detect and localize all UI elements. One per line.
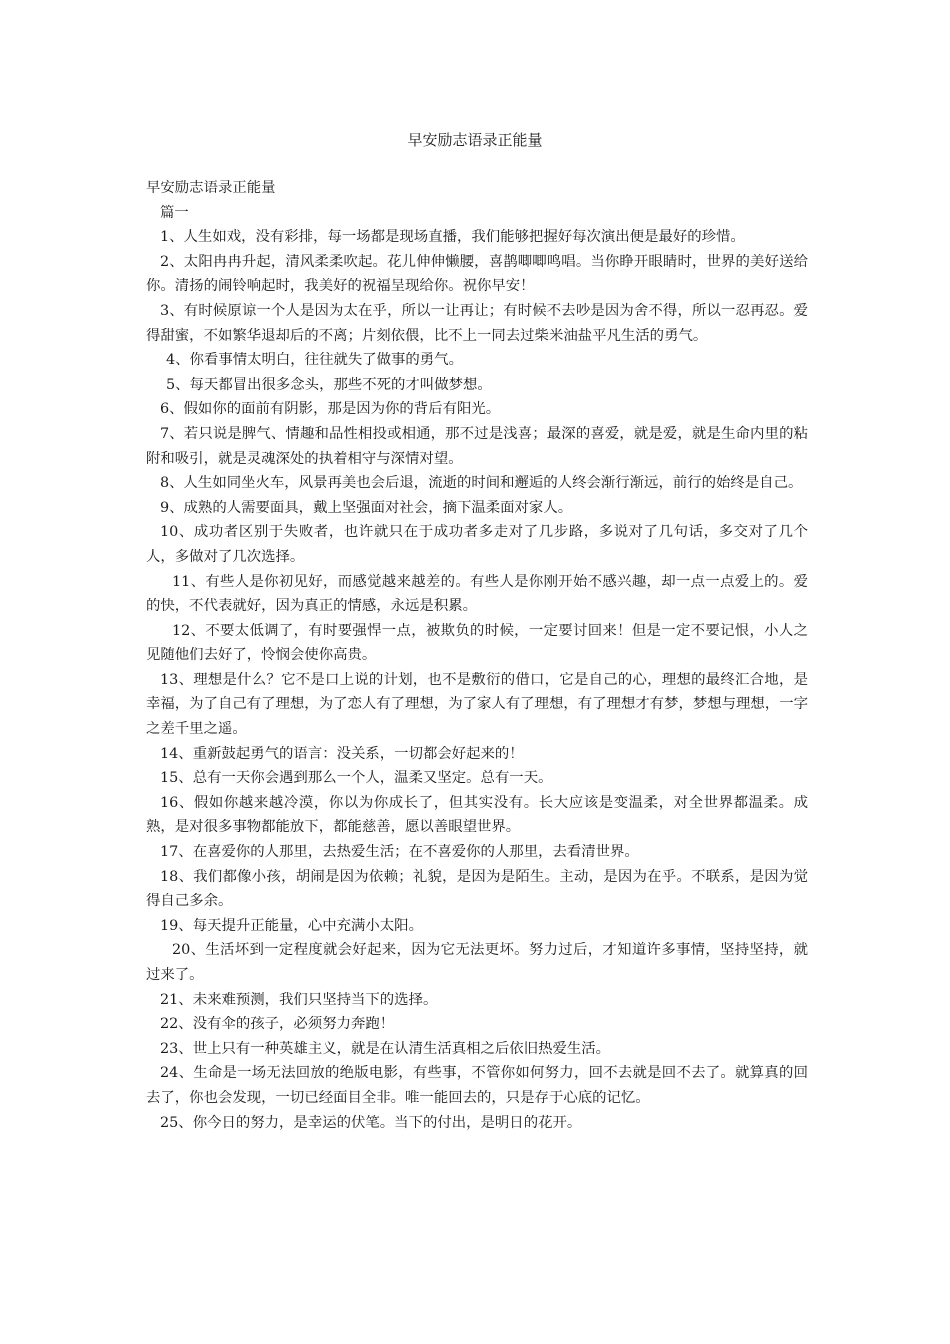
quote-paragraph: 13、理想是什么？它不是口上说的计划，也不是敷衍的借口，它是自己的心，理想的最终汇合地，是幸福，为了自己有了理想，为了恋人有了理想，为了家人有了理想，有了理想才有梦，梦想与理想，一字之差千里之遥。 (146, 671, 808, 738)
quote-paragraph: 18、我们都像小孩，胡闹是因为依赖；礼貌，是因为是陌生。主动，是因为在乎。不联系，是因为觉得自己多余。 (146, 868, 808, 910)
quote-paragraph: 12、不要太低调了，有时要强悍一点，被欺负的时候，一定要讨回来！但是一定不要记恨，小人之见随他们去好了，怜悯会使你高贵。 (146, 622, 808, 664)
quote-paragraph: 6、假如你的面前有阴影，那是因为你的背后有阳光。 (160, 401, 501, 418)
quote-paragraph: 7、若只说是脾气、情趣和品性相投或相通，那不过是浅喜；最深的喜爱，就是爱，就是生命内里的粘附和吸引，就是灵魂深处的执着相守与深情对望。 (146, 425, 808, 467)
quote-paragraph: 5、每天都冒出很多念头，那些不死的才叫做梦想。 (166, 376, 492, 393)
quote-paragraph: 14、重新鼓起勇气的语言：没关系，一切都会好起来的！ (160, 745, 524, 762)
body-heading: 早安励志语录正能量 (146, 180, 276, 196)
quote-paragraph: 10、成功者区别于失败者，也许就只在于成功者多走对了几步路，多说对了几句话，多交对了几个人，多做对了几次选择。 (146, 524, 808, 565)
quote-paragraph: 3、有时候原谅一个人是因为太在乎，所以一让再让；有时候不去吵是因为舍不得，所以一忍再忍。爱得甜蜜，不如繁华退却后的不离；片刻依偎，比不上一同去过柴米油盐平凡生活的勇气。 (146, 302, 808, 344)
quote-paragraph: 20、生活坏到一定程度就会好起来，因为它无法更坏。努力过后，才知道许多事情，坚持坚持，就过来了。 (146, 942, 808, 983)
quote-paragraph: 19、每天提升正能量，心中充满小太阳。 (160, 917, 423, 934)
quote-paragraph: 9、成熟的人需要面具，戴上坚强面对社会，摘下温柔面对家人。 (160, 499, 573, 516)
quote-paragraph: 21、未来难预测，我们只坚持当下的选择。 (160, 991, 438, 1008)
quote-paragraph: 25、你今日的努力，是幸运的伏笔。当下的付出，是明日的花开。 (160, 1114, 582, 1131)
quote-paragraph: 11、有些人是你初见好，而感觉越来越差的。有些人是你刚开始不感兴趣，却一点一点爱上的。爱的快，不代表就好，因为真正的情感，永远是积累。 (146, 573, 808, 615)
quote-paragraph: 16、假如你越来越冷漠，你以为你成长了，但其实没有。长大应该是变温柔，对全世界都温柔。成熟，是对很多事物都能放下，都能慈善，愿以善眼望世界。 (146, 794, 808, 836)
document-body (146, 176, 808, 1135)
section-label: 篇一 (160, 204, 189, 221)
quote-paragraph: 8、人生如同坐火车，风景再美也会后退，流逝的时间和邂逅的人终会渐行渐远，前行的始终是自己。 (160, 475, 803, 492)
quote-paragraph: 23、世上只有一种英雄主义，就是在认清生活真相之后依旧热爱生活。 (160, 1040, 611, 1057)
quote-paragraph: 1、人生如戏，没有彩排，每一场都是现场直播，我们能够把握好每次演出便是最好的珍惜。 (160, 229, 745, 246)
paragraph-list (146, 225, 808, 1135)
quote-paragraph: 22、没有伞的孩子，必须努力奔跑！ (160, 1016, 395, 1033)
quote-paragraph: 2、太阳冉冉升起，清风柔柔吹起。花儿伸伸懒腰，喜鹊唧唧鸣唱。当你睁开眼睛时，世界的美好送给你。清扬的闹铃响起时，我美好的祝福呈现给你。祝你早安！ (146, 253, 808, 295)
quote-paragraph: 15、总有一天你会遇到那么一个人，温柔又坚定。总有一天。 (160, 770, 553, 787)
quote-paragraph: 4、你看事情太明白，往往就失了做事的勇气。 (166, 352, 463, 369)
quote-paragraph: 24、生命是一场无法回放的绝版电影，有些事，不管你如何努力，回不去就是回不去了。就算真的回去了，你也会发现，一切已经面目全非。唯一能回去的，只是存于心底的记忆。 (146, 1065, 808, 1106)
quote-paragraph: 17、在喜爱你的人那里，去热爱生活；在不喜爱你的人那里，去看清世界。 (160, 844, 639, 861)
document-title: 早安励志语录正能量 (407, 131, 543, 149)
